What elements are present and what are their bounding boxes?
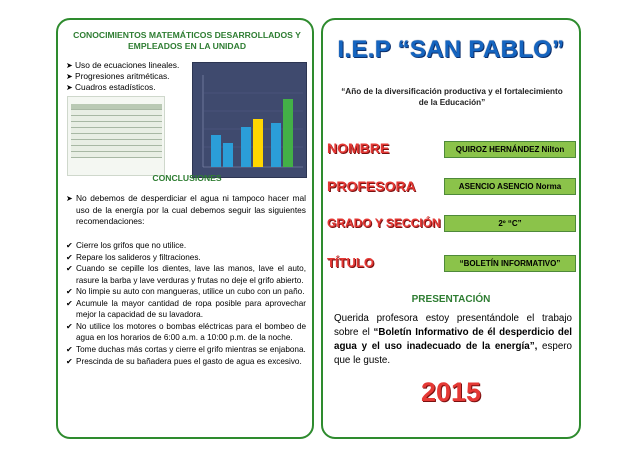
left-panel	[56, 18, 314, 439]
list-item: ✔ Tome duchas más cortas y cierre el grifo mientras se enjabona.	[66, 344, 306, 354]
list-item: ✔ Cuando se cepille los dientes, lave las manos, lave el auto, rasure la barba y lave verduras y frutas no deje el grifo abierto.	[66, 264, 306, 285]
check-icon: ✔	[66, 241, 73, 250]
check-icon: ✔	[66, 321, 73, 331]
presentation-text: Querida profesora estoy presentándole el trabajo sobre el “Boletín Informativo de él desperdicio del agua y el uso inadecuado de la energía”, espero que le guste.	[334, 313, 573, 366]
arrow-right-icon: ➤	[66, 194, 73, 203]
list-item: ✔ Acumule la mayor cantidad de ropa posible para aprovechar mejor la capacidad de su lavadora.	[66, 299, 306, 320]
table-image	[67, 96, 165, 176]
value-nombre: QUIROZ HERNÁNDEZ Nilton	[444, 141, 576, 158]
list-item: ✔ No limpie su auto con mangueras, utilice un cubo con un paño.	[66, 287, 305, 297]
table-rows	[71, 104, 162, 158]
value-grado-seccion: 2º “C”	[444, 215, 576, 232]
arrow-right-icon: ➤	[66, 83, 73, 92]
list-item: ✔ Prescinda de su bañadera pues el gasto de agua es excesivo.	[66, 356, 302, 366]
check-icon: ✔	[66, 252, 73, 262]
value-profesora: ASENCIO ASENCIO Norma	[444, 178, 576, 195]
list-item: ➤ Progresiones aritméticas.	[66, 71, 170, 81]
school-name: I.E.P “SAN PABLO”	[337, 36, 565, 63]
list-item: ✔ No utilice los motores o bombas eléctricas para el bombeo de agua en los horarios de 6:00 a.m. a 10:00 p.m. de la noche.	[66, 321, 306, 343]
arrow-right-icon: ➤	[66, 61, 73, 70]
year-motto: “Año de la diversificación productiva y el fortalecimiento de la Educación”	[341, 87, 563, 107]
check-icon: ✔	[66, 299, 73, 309]
year-heading: 2015	[420, 377, 482, 407]
chart-bars-graphic	[193, 63, 308, 179]
list-item: ✔ Cierre los grifos que no utilice.	[66, 241, 187, 250]
list-item: ➤ Uso de ecuaciones lineales.	[66, 60, 180, 70]
tip-list	[66, 240, 306, 367]
topic-list	[66, 60, 179, 93]
value-titulo: “BOLETÍN INFORMATIVO”	[444, 255, 576, 272]
label-titulo: TÍTULO	[327, 255, 374, 270]
arrow-right-icon: ➤	[66, 72, 73, 81]
label-nombre: NOMBRE	[327, 140, 390, 156]
label-profesora: PROFESORA	[327, 178, 416, 194]
chart-image	[192, 62, 307, 178]
right-panel	[321, 18, 581, 439]
presentation-title: PRESENTACIÓN	[411, 294, 491, 305]
check-icon: ✔	[66, 344, 73, 354]
list-item: ✔ Repare los salideros y filtraciones.	[66, 252, 201, 262]
label-grado-seccion: GRADO Y SECCIÓN	[327, 216, 441, 230]
conclusions-intro: ➤ No debemos de desperdiciar el agua ni tampoco hacer mal uso de la energía por la cual debemos seguir las siguientes recomendaciones:	[66, 193, 306, 226]
section-title-knowledge: CONOCIMIENTOS MATEMÁTICOS DESARROLLADOS Y EMPLEADOS EN LA UNIDAD	[73, 30, 301, 51]
check-icon: ✔	[66, 264, 73, 274]
list-item: ➤ Cuadros estadísticos.	[66, 82, 156, 92]
conclusions-title: CONCLUSIONES	[152, 173, 222, 183]
check-icon: ✔	[66, 287, 73, 297]
check-icon: ✔	[66, 356, 73, 366]
